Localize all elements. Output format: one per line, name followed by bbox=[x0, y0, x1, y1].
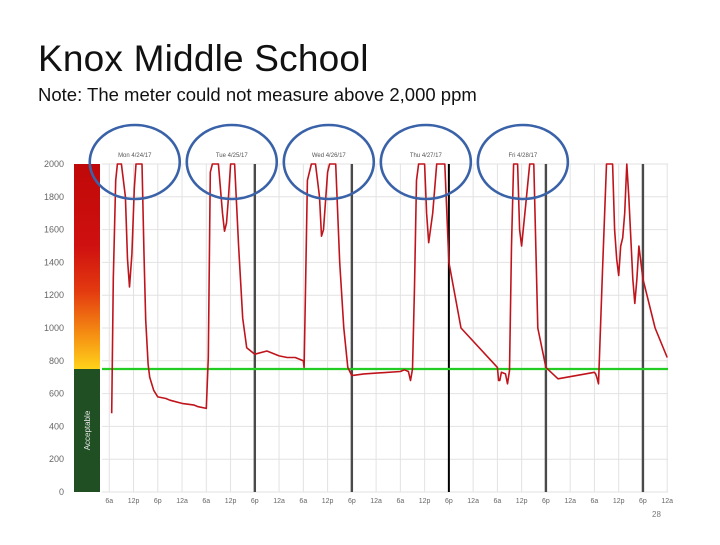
x-tick-label: 6p bbox=[542, 498, 550, 505]
y-tick-label: 2000 bbox=[43, 159, 64, 169]
y-tick-label: 800 bbox=[48, 355, 64, 366]
concentration-gradient-bar bbox=[74, 164, 100, 369]
page-number: 28 bbox=[652, 510, 661, 519]
y-tick-label: 1400 bbox=[43, 257, 64, 268]
slide-title: Knox Middle School bbox=[38, 38, 369, 79]
day-label: Tue 4/25/17 bbox=[215, 153, 248, 159]
y-tick-label: 400 bbox=[48, 421, 64, 432]
x-tick-label: 12a bbox=[467, 498, 479, 505]
day-label: Fri 4/28/17 bbox=[508, 153, 538, 159]
x-tick-label: 6a bbox=[299, 498, 308, 505]
x-tick-label: 12p bbox=[515, 498, 528, 505]
x-tick-label: 12a bbox=[176, 498, 188, 505]
y-tick-label: 1600 bbox=[43, 224, 64, 235]
day-label: Wed 4/26/17 bbox=[311, 153, 346, 159]
x-tick-label: 12p bbox=[418, 498, 431, 505]
meter-limit-note: Note: The meter could not measure above 2,000 ppm bbox=[38, 84, 477, 105]
x-tick-label: 12a bbox=[273, 498, 285, 505]
x-tick-label: 6a bbox=[493, 498, 502, 505]
y-tick-label: 1000 bbox=[43, 323, 64, 333]
x-tick-label: 6a bbox=[590, 498, 599, 505]
y-tick-label: 1200 bbox=[43, 290, 64, 301]
x-tick-label: 12p bbox=[224, 498, 237, 505]
x-tick-label: 6p bbox=[639, 498, 647, 505]
y-tick-label: 0 bbox=[58, 487, 64, 497]
x-tick-label: 6p bbox=[347, 498, 356, 505]
x-tick-label: 6a bbox=[105, 498, 114, 505]
day-label: Thu 4/27/17 bbox=[409, 153, 442, 159]
y-tick-label: 1800 bbox=[43, 191, 64, 202]
x-tick-label: 6p bbox=[153, 498, 162, 505]
x-tick-label: 12p bbox=[127, 498, 140, 505]
day-label: Mon 4/24/17 bbox=[118, 153, 152, 159]
y-tick-label: 600 bbox=[48, 388, 64, 399]
x-tick-label: 12a bbox=[564, 498, 577, 505]
x-tick-label: 12p bbox=[612, 498, 625, 505]
x-tick-label: 12a bbox=[370, 498, 382, 505]
x-tick-label: 12p bbox=[321, 498, 334, 505]
acceptable-label: Acceptable bbox=[83, 410, 92, 451]
x-tick-label: 6a bbox=[202, 498, 211, 505]
x-tick-label: 6p bbox=[250, 498, 259, 505]
x-tick-label: 6a bbox=[396, 498, 405, 505]
y-tick-label: 200 bbox=[48, 454, 64, 465]
x-tick-label: 12a bbox=[661, 498, 674, 505]
x-tick-label: 6p bbox=[444, 498, 453, 505]
